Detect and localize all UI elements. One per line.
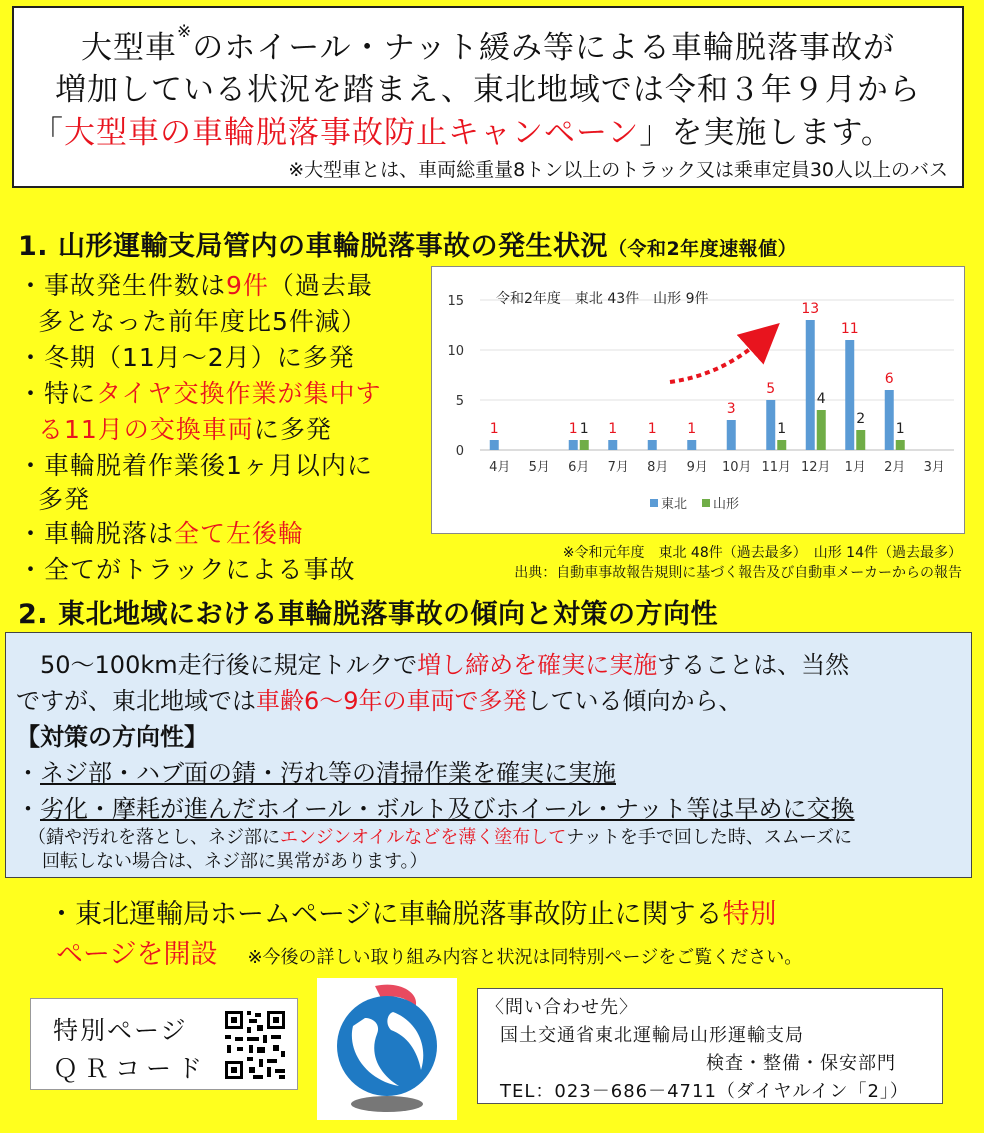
header-line-3	[32, 107, 980, 152]
data-label: 11	[840, 321, 859, 337]
legend-label: 山形	[713, 497, 740, 512]
bar-山形-1月	[856, 430, 865, 450]
data-label: 1	[489, 421, 499, 437]
tip-line-2: 回転しない場合は、ネジ部に異常があります。）	[42, 851, 428, 872]
bar-東北-11月	[766, 400, 775, 450]
highlight: 特別	[722, 899, 777, 930]
policy-title: 【対策の方向性】	[16, 723, 208, 751]
bullet-4a: ・車輪脱着作業後1ヶ月以内に	[18, 451, 373, 480]
bullet-6: ・全てがトラックによる事故	[18, 555, 356, 584]
text: に多発	[253, 415, 332, 444]
policy-text: ネジ部・ハブ面の錆・汚れ等の清掃作業を確実に実施	[40, 759, 616, 787]
text: ですが、東北地域では	[16, 687, 256, 715]
bar-東北-2月	[885, 390, 894, 450]
text: 50～100km走行後に規定トルクで	[16, 651, 418, 679]
highlight: タイヤ交換作業が集中す	[96, 379, 382, 408]
qr-code-icon[interactable]	[223, 1009, 287, 1081]
policy-para-2	[16, 681, 743, 716]
homepage-line-2	[56, 932, 802, 971]
data-label: 1	[687, 421, 697, 437]
x-tick-label: 9月	[686, 460, 708, 475]
highlight: ページを開設	[56, 939, 218, 970]
bar-山形-6月	[580, 440, 589, 450]
bullet-1a	[18, 266, 373, 302]
bullet-4b: 多発	[38, 485, 91, 514]
bullet-2: ・冬期（11月～2月）に多発	[18, 343, 355, 372]
legend-swatch	[650, 499, 658, 507]
text: することは、当然	[657, 651, 850, 679]
y-tick-label: 10	[447, 344, 464, 359]
text: ・特に	[18, 379, 97, 408]
x-tick-label: 10月	[721, 460, 752, 475]
highlight: る11月の交換車両	[38, 415, 254, 444]
text: ・事故発生件数は	[18, 271, 227, 300]
tip-line-1	[28, 823, 852, 849]
x-tick-label: 2月	[884, 460, 906, 475]
x-tick-label: 8月	[647, 460, 669, 475]
section1-title-text: 1. 山形運輸支局管内の車輪脱落事故の発生状況	[18, 231, 608, 262]
section1-subtitle: （令和2年度速報値）	[607, 238, 798, 260]
bullet-3a	[18, 374, 382, 410]
highlight: エンジンオイルなどを薄く塗布して	[280, 827, 567, 848]
highlight: 9件	[226, 271, 269, 300]
qr-label-1: 特別ページ	[53, 1016, 188, 1045]
x-tick-label: 4月	[489, 460, 511, 475]
contact-tel: TEL：023－686－4711（ダイヤルイン「2」）	[500, 1081, 909, 1102]
header-footnote: ※大型車とは、車両総重量8トン以上のトラック又は乗車定員30人以上のバス	[288, 159, 948, 181]
contact-org: 国土交通省東北運輸局山形運輸支局	[500, 1025, 804, 1046]
text: している傾向から、	[526, 687, 743, 715]
x-tick-label: 3月	[923, 460, 945, 475]
highlight: 車齢6～9年の車両で多発	[256, 687, 527, 715]
bar-東北-4月	[490, 440, 499, 450]
bar-東北-7月	[608, 440, 617, 450]
text: ナットを手で回した時、スムーズに	[566, 827, 853, 848]
header-text: 」を実施します。	[639, 115, 893, 151]
section2-title: 2. 東北地域における車輪脱落事故の傾向と対策の方向性	[18, 599, 718, 630]
highlight: 増し締めを確実に実施	[417, 651, 658, 679]
header-line-2: 増加している状況を踏まえ、東北地域では令和３年９月から	[55, 72, 921, 108]
accident-bar-chart	[432, 267, 966, 535]
data-label: 13	[801, 301, 820, 317]
section1-title	[18, 224, 797, 263]
data-label: 3	[726, 401, 736, 417]
bar-東北-6月	[569, 440, 578, 450]
text: ・車輪脱落は	[18, 519, 175, 548]
bar-東北-10月	[727, 420, 736, 450]
bar-東北-8月	[648, 440, 657, 450]
contact-title: 〈問い合わせ先〉	[486, 997, 638, 1018]
x-tick-label: 5月	[528, 460, 550, 475]
policy-item-1	[16, 753, 616, 788]
data-label: 2	[856, 411, 866, 427]
data-label: 4	[816, 391, 826, 407]
chart-source: 出典：自動車事故報告規則に基づく報告及び自動車メーカーからの報告	[514, 565, 962, 581]
header-line-1	[14, 22, 962, 67]
bar-山形-12月	[817, 410, 826, 450]
header-box	[12, 6, 964, 188]
chart-title: 令和2年度 東北 43件 山形 9件	[496, 291, 709, 307]
bar-東北-12月	[806, 320, 815, 450]
header-text: のホイール・ナット緩み等による車輪脱落事故が	[192, 30, 895, 66]
text: （錆や汚れを落とし、ネジ部に	[28, 827, 280, 848]
data-label: 1	[579, 421, 589, 437]
x-tick-label: 12月	[800, 460, 831, 475]
bullet-3b	[38, 410, 332, 446]
policy-item-2	[16, 789, 855, 824]
data-label: 5	[766, 381, 776, 397]
y-tick-label: 15	[447, 294, 464, 309]
x-tick-label: 1月	[844, 460, 866, 475]
bar-山形-2月	[896, 440, 905, 450]
policy-text: 劣化・摩耗が進んだホイール・ボルト及びホイール・ナット等は早めに交換	[40, 795, 855, 823]
bar-東北-9月	[687, 440, 696, 450]
homepage-line-1	[48, 892, 776, 931]
qr-label-2: ＱＲコード	[53, 1054, 209, 1083]
text: （過去最	[268, 271, 373, 300]
campaign-name: 大型車の車輪脱落事故防止キャンペーン	[64, 115, 640, 151]
y-tick-label: 5	[455, 394, 464, 409]
bracket: 「	[32, 115, 64, 151]
contact-dept: 検査・整備・保安部門	[706, 1053, 896, 1074]
bar-山形-11月	[777, 440, 786, 450]
footnote-mark: ※	[176, 22, 193, 42]
x-tick-label: 11月	[761, 460, 792, 475]
mlit-logo	[317, 978, 457, 1120]
y-tick-label: 0	[455, 444, 464, 459]
homepage-note: ※今後の詳しい取り組み内容と状況は同特別ページをご覧ください。	[247, 947, 803, 968]
legend-label: 東北	[661, 497, 688, 512]
policy-para-1	[16, 645, 849, 680]
qr-box	[30, 998, 298, 1090]
highlight: 全て左後輪	[174, 519, 305, 548]
data-label: 1	[608, 421, 618, 437]
data-label: 6	[884, 371, 894, 387]
bullet-5	[18, 514, 304, 550]
data-label: 1	[647, 421, 657, 437]
chart-note: ※令和元年度 東北 48件（過去最多） 山形 14件（過去最多）	[562, 545, 962, 561]
data-label: 1	[777, 421, 787, 437]
header-text: 大型車	[80, 30, 177, 66]
x-tick-label: 7月	[607, 460, 629, 475]
mlit-logo-icon	[317, 978, 457, 1120]
bar-東北-1月	[845, 340, 854, 450]
legend-swatch	[702, 499, 710, 507]
contact-box	[477, 988, 943, 1104]
data-label: 1	[895, 421, 905, 437]
text: ・	[16, 795, 40, 823]
chart-box	[431, 266, 965, 534]
data-label: 1	[568, 421, 578, 437]
x-tick-label: 6月	[568, 460, 590, 475]
trend-arrow	[670, 339, 762, 382]
text: ・	[16, 759, 40, 787]
text: ・東北運輸局ホームページに車輪脱落事故防止に関する	[48, 899, 723, 930]
policy-box	[5, 632, 972, 878]
bullet-1b: 多となった前年度比5件減）	[38, 307, 367, 336]
